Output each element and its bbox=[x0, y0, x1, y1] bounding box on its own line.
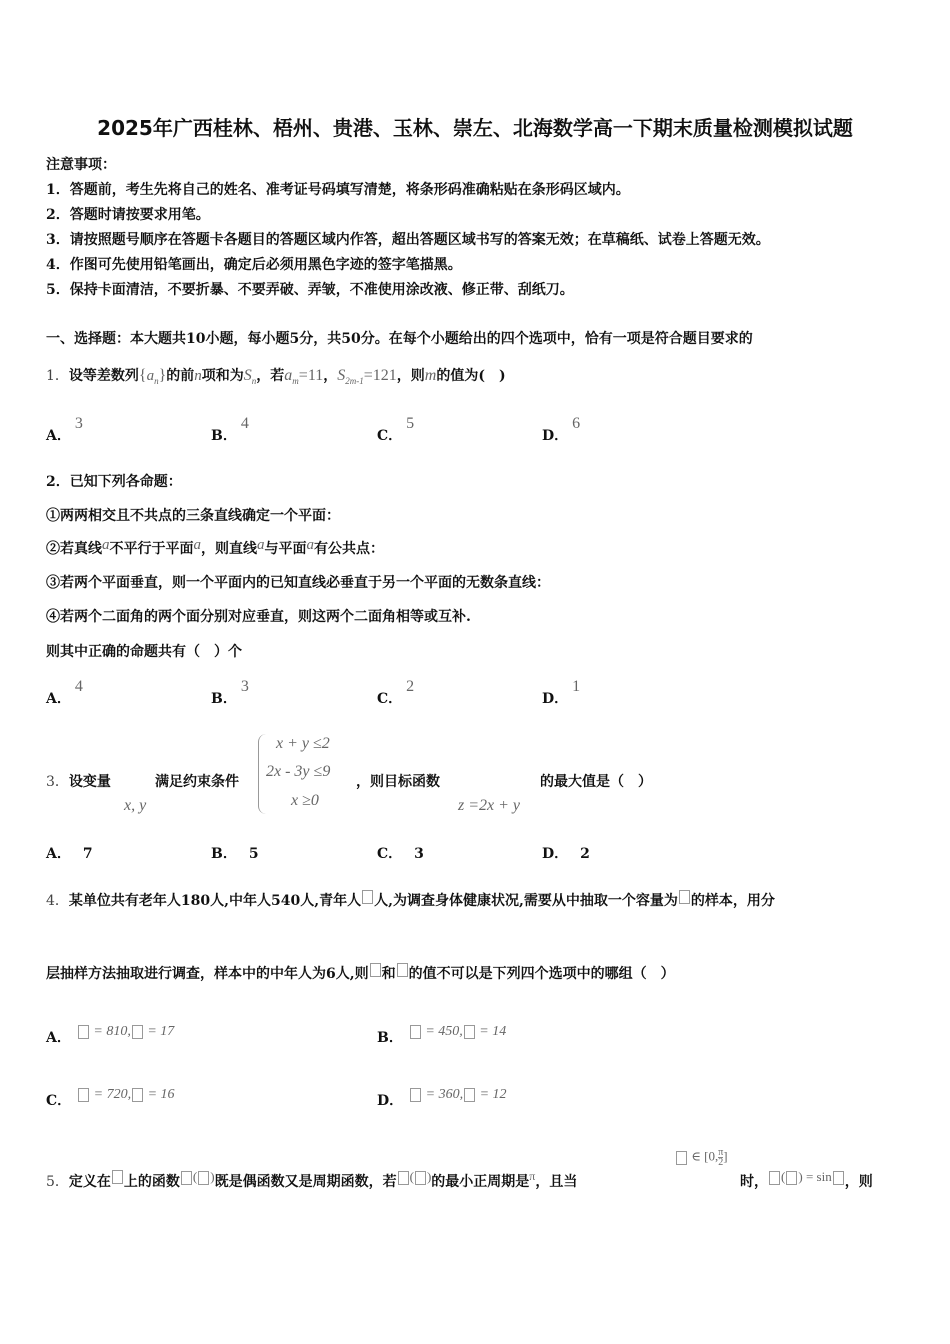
q5-text: ，且当 bbox=[535, 1174, 578, 1190]
missing-symbol-icon bbox=[679, 890, 690, 904]
missing-symbol-icon bbox=[132, 1088, 143, 1102]
paren: ( bbox=[781, 1169, 786, 1184]
option-a[interactable] bbox=[46, 415, 83, 445]
missing-symbol-icon bbox=[833, 1171, 844, 1185]
question-2-stem: 2．已知下列各命题： bbox=[46, 474, 182, 490]
math-m: m bbox=[424, 367, 437, 384]
option-value: 6 bbox=[572, 415, 581, 432]
option-d[interactable] bbox=[542, 843, 590, 863]
math-S2: S bbox=[337, 367, 346, 384]
subscript: 2m-1 bbox=[345, 375, 364, 386]
option-label: C． bbox=[46, 1093, 72, 1109]
option-value: 3 bbox=[74, 415, 83, 432]
q1-text: 设等差数列 bbox=[68, 368, 139, 384]
q4-text: 的样本，用分 bbox=[690, 893, 775, 909]
option-c[interactable] bbox=[377, 843, 424, 863]
notice-heading: 注意事项： bbox=[46, 157, 116, 173]
option-value: = 14 bbox=[475, 1024, 507, 1039]
question-2-ask: 则其中正确的命题共有（ ）个 bbox=[46, 644, 242, 660]
subscript: n bbox=[251, 375, 257, 386]
missing-symbol-icon bbox=[410, 1025, 421, 1039]
q1-text: ， bbox=[323, 368, 338, 384]
question-5-cont bbox=[740, 1171, 873, 1191]
option-value: = 16 bbox=[144, 1087, 175, 1102]
proposition-1: ①两两相交且不共点的三条直线确定一个平面： bbox=[46, 508, 340, 524]
option-value: 3 bbox=[414, 846, 424, 862]
option-label: B． bbox=[211, 846, 237, 862]
q3-text: ，则目标函数 bbox=[356, 774, 440, 790]
option-value: = 810, bbox=[89, 1024, 131, 1039]
q4-text: 某单位共有老年人180人,中年人540人,青年人 bbox=[68, 893, 362, 909]
fraction-numerator: π bbox=[718, 1147, 724, 1158]
option-value: 7 bbox=[82, 846, 93, 862]
notice-item: 2．答题时请按要求用笔。 bbox=[46, 207, 210, 223]
paren: ) bbox=[426, 1169, 432, 1184]
math-a: a bbox=[102, 537, 110, 553]
option-label: C． bbox=[377, 428, 403, 444]
math-pi: π bbox=[529, 1169, 536, 1183]
subscript: m bbox=[292, 375, 299, 386]
option-value: = 450, bbox=[421, 1024, 463, 1039]
question-4-line-1 bbox=[46, 890, 775, 910]
math-vars: x, y bbox=[124, 797, 147, 814]
q3-text: 设变量 bbox=[68, 774, 111, 790]
notice-item: 4．作图可先使用铅笔画出，确定后必须用黑色字迹的签字笔描黑。 bbox=[46, 257, 462, 273]
missing-symbol-icon bbox=[198, 1171, 209, 1185]
constraint-2: 2x - 3y ≤9 bbox=[266, 763, 331, 780]
missing-symbol-icon bbox=[78, 1088, 89, 1102]
q3-text: 的最大值是（ ） bbox=[540, 774, 652, 790]
constraint-1: x + y ≤2 bbox=[276, 735, 330, 752]
interval-text: ∈ [0, bbox=[688, 1148, 719, 1164]
missing-symbol-icon bbox=[181, 1171, 192, 1185]
math-value: =121 bbox=[363, 367, 397, 384]
p2-text: 有公共点： bbox=[314, 541, 384, 557]
option-a[interactable] bbox=[46, 678, 83, 708]
subscript: n bbox=[154, 375, 159, 386]
question-5 bbox=[46, 1171, 577, 1191]
page-title: 2025年广西桂林、梧州、贵港、玉林、崇左、北海数学高一下期末质量检测模拟试题 bbox=[97, 116, 853, 140]
option-label: D． bbox=[377, 1093, 404, 1109]
math-value: =11 bbox=[298, 367, 324, 384]
math-a: a bbox=[257, 537, 265, 553]
missing-symbol-icon bbox=[112, 1170, 123, 1184]
option-label: D． bbox=[542, 428, 569, 444]
p2-text: ②若真线 bbox=[46, 541, 102, 557]
option-value: = 17 bbox=[143, 1024, 175, 1039]
option-value: = 12 bbox=[476, 1087, 507, 1102]
question-number: 5． bbox=[46, 1174, 69, 1190]
q4-text: 的值不可以是下列四个选项中的哪组（ ） bbox=[408, 966, 675, 982]
math-alpha: a bbox=[306, 537, 314, 553]
notice-item: 5．保持卡面清洁，不要折暴、不要弄破、弄皱，不准使用涂改液、修正带、刮纸刀。 bbox=[46, 282, 574, 298]
math-alpha: a bbox=[193, 537, 201, 553]
option-label: B． bbox=[211, 428, 237, 444]
option-c[interactable] bbox=[377, 678, 415, 708]
option-label: A． bbox=[46, 846, 71, 862]
section-heading: 一、选择题：本大题共10小题，每小题5分，共50分。在每个小题给出的四个选项中，恰有一项是符合题目要求的 bbox=[46, 331, 753, 347]
missing-symbol-icon bbox=[786, 1171, 797, 1185]
missing-symbol-icon bbox=[397, 963, 408, 977]
option-value: 2 bbox=[580, 846, 590, 862]
sequence-symbol: a bbox=[146, 368, 155, 384]
option-value: 4 bbox=[240, 415, 249, 432]
paren: ( bbox=[192, 1169, 198, 1184]
left-brace: { bbox=[138, 367, 147, 384]
q1-text: 项和为 bbox=[201, 368, 244, 384]
q1-text: 的前 bbox=[166, 368, 195, 384]
math-S: S bbox=[243, 367, 252, 384]
objective-function: z =2x + y bbox=[458, 797, 521, 814]
option-label: C． bbox=[377, 691, 403, 707]
option-value: 2 bbox=[406, 678, 415, 695]
option-label: A． bbox=[46, 428, 71, 444]
option-value: 1 bbox=[572, 678, 581, 695]
q1-text: 的值为( ) bbox=[436, 368, 506, 384]
q1-text: ，若 bbox=[256, 368, 285, 384]
q4-text: 人,为调查身体健康状况,需要从中抽取一个容量为 bbox=[374, 893, 678, 909]
option-a[interactable] bbox=[46, 1024, 175, 1047]
option-d[interactable] bbox=[377, 1087, 507, 1110]
option-label: D． bbox=[542, 691, 569, 707]
option-c[interactable] bbox=[46, 1087, 175, 1110]
missing-symbol-icon bbox=[78, 1025, 89, 1039]
math-n: n bbox=[194, 368, 202, 384]
question-3 bbox=[46, 771, 111, 791]
option-label: B． bbox=[211, 691, 237, 707]
constraint-3: x ≥0 bbox=[291, 792, 319, 809]
missing-symbol-icon bbox=[464, 1088, 475, 1102]
option-label: D． bbox=[542, 846, 569, 862]
p2-text: ，则直线 bbox=[201, 541, 257, 557]
option-d[interactable] bbox=[542, 678, 581, 708]
missing-symbol-icon bbox=[410, 1088, 421, 1102]
option-c[interactable] bbox=[377, 415, 415, 445]
option-label: C． bbox=[377, 846, 403, 862]
option-value: 3 bbox=[240, 678, 249, 695]
option-label: A． bbox=[46, 1030, 71, 1046]
p2-text: 不平行于平面 bbox=[109, 541, 194, 557]
q4-text: 层抽样方法抽取进行调查，样本中的中年人为6人,则 bbox=[46, 966, 369, 982]
proposition-3: ③若两个平面垂直，则一个平面内的已知直线必垂直于另一个平面的无数条直线： bbox=[46, 575, 550, 591]
option-b[interactable] bbox=[211, 415, 249, 445]
proposition-4: ④若两个二面角的两个面分别对应垂直，则这两个二面角相等或互补. bbox=[46, 609, 471, 625]
p2-text: 与平面 bbox=[264, 541, 307, 557]
equation-text: = sin bbox=[802, 1169, 832, 1184]
q4-text: 和 bbox=[381, 966, 396, 982]
missing-symbol-icon bbox=[370, 963, 381, 977]
interval-text: ] bbox=[723, 1148, 728, 1164]
paren: ( bbox=[409, 1169, 414, 1184]
fraction-denominator: 2 bbox=[718, 1157, 724, 1168]
q3-text: 满足约束条件 bbox=[155, 774, 239, 790]
question-number: 1． bbox=[46, 368, 69, 384]
q5-text: ，则 bbox=[844, 1174, 873, 1190]
missing-symbol-icon bbox=[398, 1171, 409, 1185]
q5-text: 时， bbox=[740, 1174, 768, 1190]
question-4-line-2 bbox=[46, 963, 675, 983]
missing-symbol-icon bbox=[415, 1171, 426, 1185]
q5-text: 既是偶函数又是周期函数，若 bbox=[214, 1174, 397, 1190]
missing-symbol-icon bbox=[464, 1025, 475, 1039]
paren: ) bbox=[210, 1169, 215, 1184]
option-b[interactable] bbox=[377, 1024, 507, 1047]
missing-symbol-icon bbox=[769, 1171, 780, 1185]
option-label: B． bbox=[377, 1030, 403, 1046]
right-brace: } bbox=[158, 367, 167, 384]
q5-text: 上的函数 bbox=[123, 1174, 180, 1190]
question-number: 4． bbox=[46, 893, 69, 909]
missing-symbol-icon bbox=[132, 1025, 143, 1039]
notice-item: 1．答题前，考生先将自己的姓名、准考证号码填写清楚，将条形码准确粘贴在条形码区域内。 bbox=[46, 182, 630, 198]
paren: ) bbox=[798, 1169, 803, 1184]
option-value: 5 bbox=[406, 415, 415, 432]
option-value: 4 bbox=[74, 678, 83, 695]
notice-item: 3．请按照题号顺序在答题卡各题目的答题区域内作答，超出答题区域书写的答案无效；在草稿纸、试卷上答题无效。 bbox=[46, 232, 770, 248]
option-value: 5 bbox=[248, 846, 259, 862]
interval-expression bbox=[675, 1148, 728, 1167]
q1-text: ，则 bbox=[396, 368, 425, 384]
option-d[interactable] bbox=[542, 415, 581, 445]
q5-text: 的最小正周期是 bbox=[431, 1174, 530, 1190]
q5-text: 定义在 bbox=[68, 1174, 111, 1190]
missing-symbol-icon bbox=[362, 890, 373, 904]
option-value: = 360, bbox=[422, 1087, 464, 1102]
proposition-2 bbox=[46, 538, 384, 558]
option-a[interactable] bbox=[46, 843, 93, 863]
option-label: A． bbox=[46, 691, 71, 707]
missing-symbol-icon bbox=[676, 1151, 687, 1165]
option-value: = 720, bbox=[90, 1087, 132, 1102]
math-am: a bbox=[284, 367, 293, 384]
question-1 bbox=[46, 365, 506, 386]
option-b[interactable] bbox=[211, 678, 249, 708]
option-b[interactable] bbox=[211, 843, 259, 863]
question-number: 3． bbox=[46, 774, 69, 790]
